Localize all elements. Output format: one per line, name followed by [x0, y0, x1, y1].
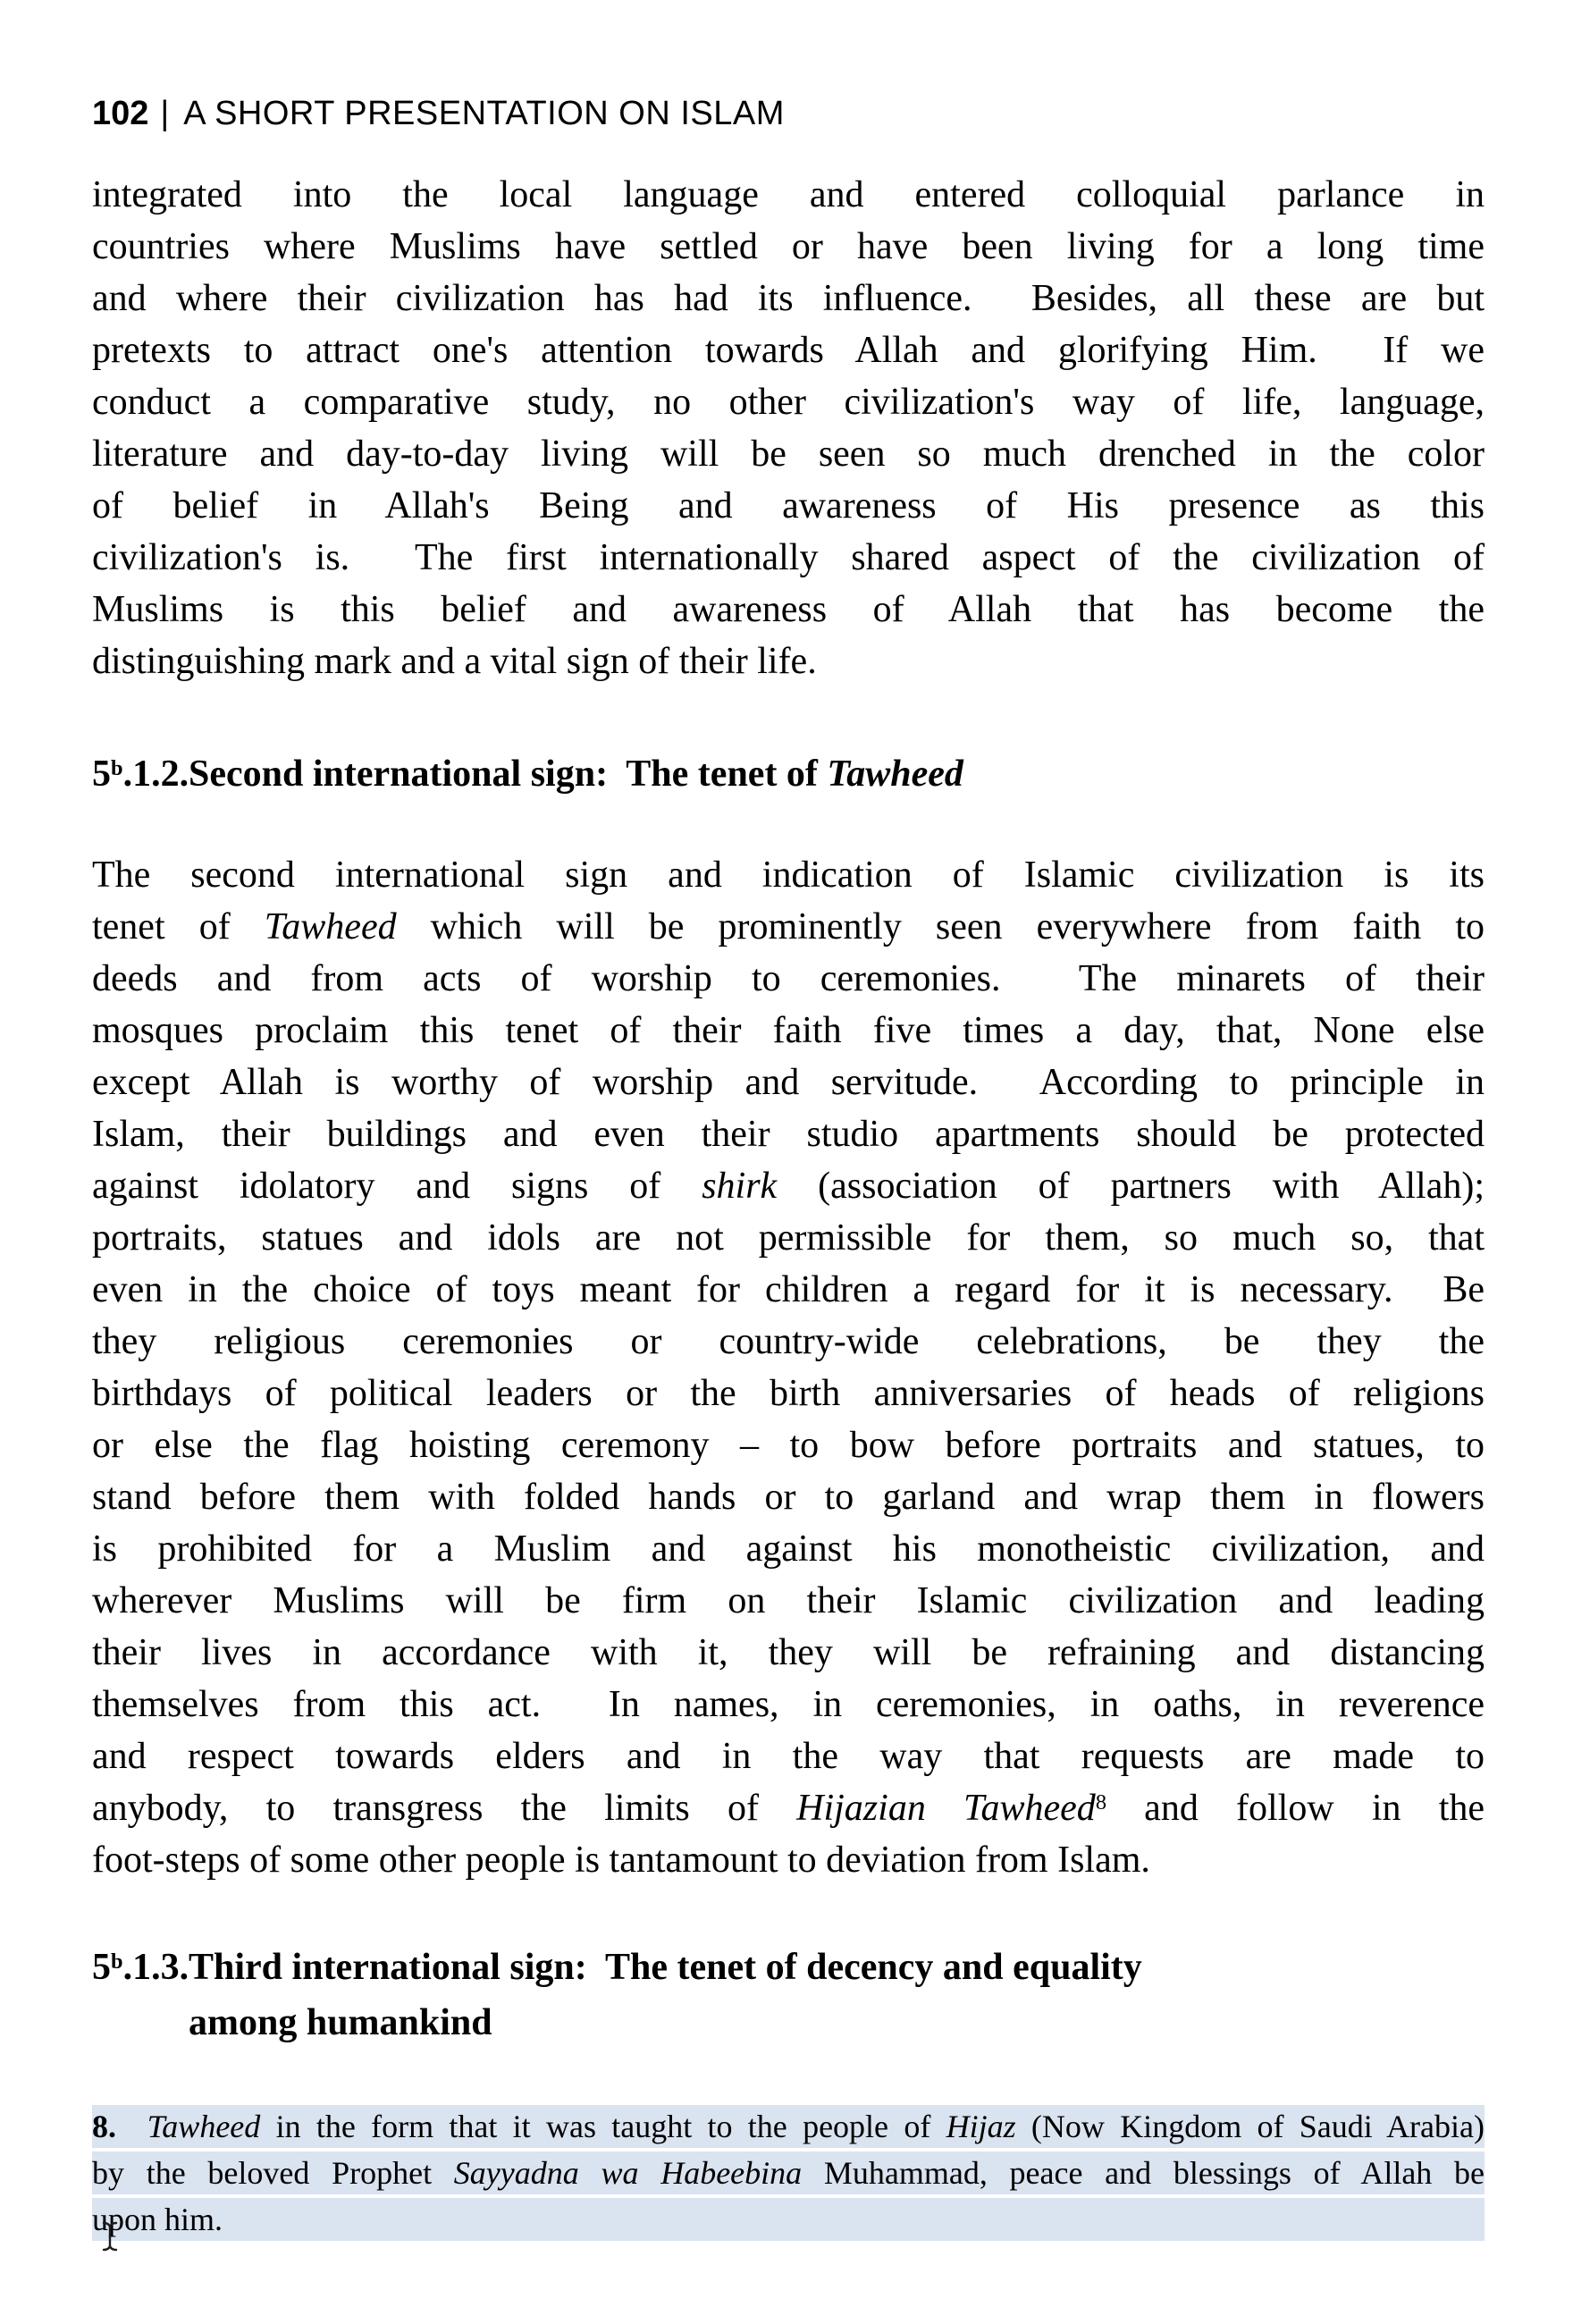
page-number: 102 — [92, 95, 149, 132]
text-line: or else the flag hoisting ceremony – to bow before portraits and statues, to — [92, 1425, 1485, 1466]
text-line: of belief in Allah's Being and awareness of His presence as this — [92, 485, 1485, 526]
text-line: literature and day-to-day living will be seen so much drenched in the color — [92, 434, 1485, 475]
text-line: conduct a comparative study, no other civilization's way of life, language, — [92, 382, 1485, 423]
section-heading-third-sign — [92, 1940, 1485, 2050]
text-line: and where their civilization has had its influence. Besides, all these are but — [92, 278, 1485, 319]
section-title-line2: among humankind — [189, 2002, 492, 2043]
text-line: except Allah is worthy of worship and servitude. According to principle in — [92, 1062, 1485, 1103]
text-line: they religious ceremonies or country-wide celebrations, be they the — [92, 1321, 1485, 1362]
section-title-line1: 5$^b$.1.3.Third international sign: The tenet of decency and equality — [92, 1940, 1485, 1995]
text-line: birthdays of political leaders or the birth anniversaries of heads of religions — [92, 1373, 1485, 1414]
body-paragraph-1 — [92, 169, 1485, 687]
text-line: foot-steps of some other people is tantamount to deviation from Islam. — [92, 1840, 1150, 1881]
text-line: is prohibited for a Muslim and against his monotheistic civilization, and — [92, 1528, 1485, 1570]
text-line: Muslims is this belief and awareness of Allah that has become the — [92, 589, 1485, 630]
text-line: wherever Muslims will be firm on their Islamic civilization and leading — [92, 1580, 1485, 1621]
running-title: A SHORT PRESENTATION ON ISLAM — [183, 95, 785, 132]
text-line: mosques proclaim this tenet of their faith five times a day, that, None else — [92, 1010, 1485, 1051]
text-line: integrated into the local language and entered colloquial parlance in — [92, 174, 1485, 215]
header-separator: | — [160, 95, 170, 132]
section-heading-second-sign — [92, 748, 1485, 800]
text-line: 8. Tawheed in the form that it was taught to the people of Hijaz (Now Kingdom of Saudi Arabia) — [92, 2105, 1485, 2148]
text-line: against idolatory and signs of shirk (association of partners with Allah); — [92, 1166, 1485, 1207]
text-line: countries where Muslims have settled or have been living for a long time — [92, 226, 1485, 267]
running-header — [92, 94, 785, 133]
footnote-8 — [92, 2105, 1485, 2244]
text-line: pretexts to attract one's attention towards Allah and glorifying Him. If we — [92, 330, 1485, 371]
text-line: even in the choice of toys meant for children a regard for it is necessary. Be — [92, 1269, 1485, 1310]
text-line: upon him. — [92, 2198, 1485, 2241]
section-number: 5$^b$.1.3. — [92, 1947, 189, 1988]
text-line: civilization's is. The first internationally shared aspect of the civilization of — [92, 537, 1485, 578]
text-line: their lives in accordance with it, they will be refraining and distancing — [92, 1632, 1485, 1673]
section-title: Second international sign: The tenet of Tawheed — [189, 754, 963, 795]
text-line: The second international sign and indication of Islamic civilization is its — [92, 855, 1485, 896]
text-line: anybody, to transgress the limits of Hijazian Tawheed$^8$ and follow in the — [92, 1788, 1485, 1829]
text-line: and respect towards elders and in the way that requests are made to — [92, 1736, 1485, 1777]
text-line: distinguishing mark and a vital sign of their life. — [92, 641, 817, 682]
text-line: tenet of Tawheed which will be prominently seen everywhere from faith to — [92, 906, 1485, 947]
section-number: 5$^b$.1.2. — [92, 754, 189, 795]
text-cursor-ibeam — [100, 2220, 120, 2252]
body-paragraph-2 — [92, 849, 1485, 1886]
text-line: by the beloved Prophet Sayyadna wa Habeebina Muhammad, peace and blessings of Allah be — [92, 2151, 1485, 2194]
text-line: deeds and from acts of worship to ceremonies. The minarets of their — [92, 958, 1485, 999]
text-line: portraits, statues and idols are not permissible for them, so much so, that — [92, 1217, 1485, 1259]
text-line: themselves from this act. In names, in ceremonies, in oaths, in reverence — [92, 1684, 1485, 1725]
text-line: stand before them with folded hands or to garland and wrap them in flowers — [92, 1477, 1485, 1518]
text-line: Islam, their buildings and even their studio apartments should be protected — [92, 1114, 1485, 1155]
